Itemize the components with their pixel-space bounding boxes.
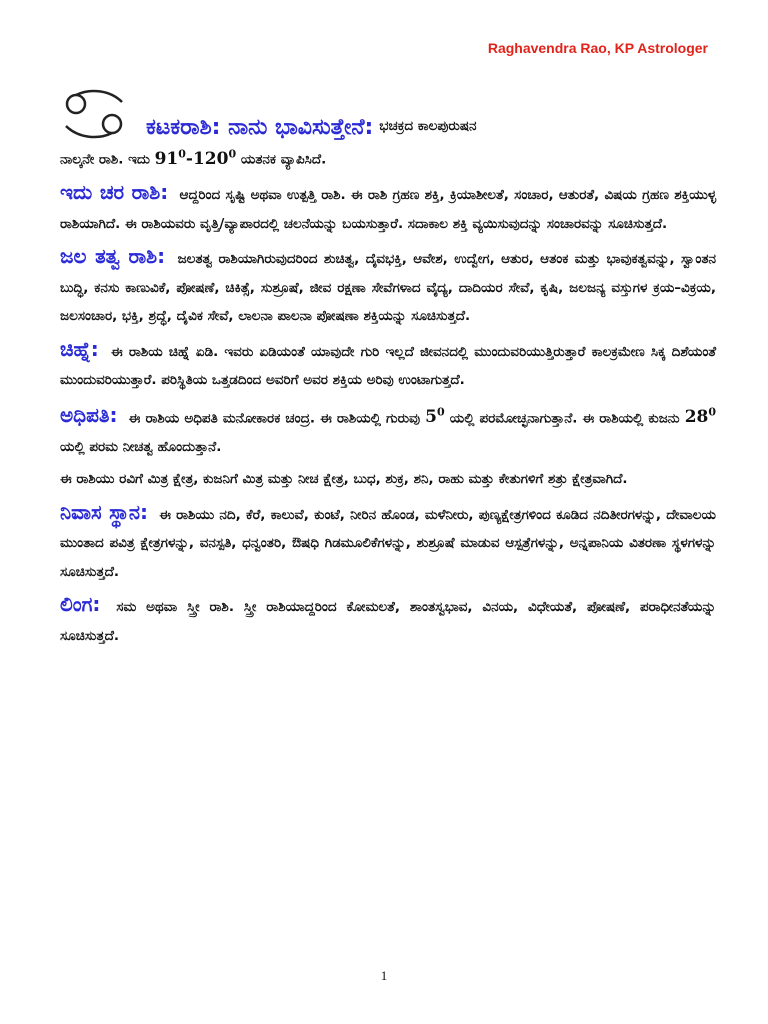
intro-text-2: ನಾಲ್ಕನೇ ರಾಶಿ. ಇದು — [60, 151, 150, 168]
linga-section — [60, 590, 716, 650]
nivasa-heading: ನಿವಾಸ ಸ್ಥಾನ: — [60, 499, 148, 524]
adhipati-text-1: ಈ ರಾಶಿಯ ಅಧಿಪತಿ ಮನೋಕಾರಕ ಚಂದ್ರ. ಈ ರಾಶಿಯಲ್ಲಿ ಗುರುವು — [128, 410, 421, 427]
chihne-section — [60, 335, 716, 395]
chihne-heading: ಚಿಹ್ನೆ: — [60, 336, 99, 361]
chara-text: ಆದ್ದರಿಂದ ಸೃಷ್ಟಿ ಅಥವಾ ಉತ್ಪತ್ತಿ ರಾಶಿ. ಈ ರಾಶಿ ಗ್ರಹಣ ಶಕ್ತಿ, ಕ್ರಿಯಾಶೀಲತೆ, ಸಂಚಾರ, ಆತುರತೆ, ವಿಷಯ ಗ್ರಹಣ ಶಕ್ತಿಯುಳ್ಳ ರಾಶಿಯಾಗಿದೆ. ಈ ರಾಶಿಯವರು ವೃತ್ತಿ/ವ್ಯಾಪಾರದಲ್ಲಿ ಚಲನೆಯನ್ನು ಬಯಸುತ್ತಾರೆ. ಸದಾಕಾಲ ಶಕ್ತಿ ವ್ಯಯಿಸುವುದನ್ನು ಸಂಚಾರವನ್ನು ಸೂಚಿಸುತ್ತದೆ. — [60, 187, 716, 232]
degree-kuja: $28^0$ — [684, 405, 717, 428]
intro-title-row — [60, 88, 716, 140]
cancer-sign-icon — [60, 88, 128, 140]
intro-heading: ಕಟಕರಾಶಿ: ನಾನು ಭಾವಿಸುತ್ತೇನೆ: — [146, 115, 374, 140]
degree-range: $91^0-120^0$ — [154, 147, 237, 169]
degree-guru: $5^0$ — [425, 405, 445, 428]
adhipati-heading: ಅಧಿಪತಿ: — [60, 403, 118, 428]
linga-heading: ಲಿಂಗ: — [60, 592, 101, 617]
nivasa-text: ಈ ರಾಶಿಯು ನದಿ, ಕೆರೆ, ಕಾಲುವೆ, ಕುಂಟೆ, ನೀರಿನ ಹೊಂಡ, ಮಳೆನೀರು, ಪುಣ್ಯಕ್ಷೇತ್ರಗಳಿಂದ ಕೂಡಿದ ನದಿತೀರಗಳನ್ನು, ದೇವಾಲಯ ಮುಂತಾದ ಪವಿತ್ರ ಕ್ಷೇತ್ರಗಳನ್ನು, ವನಸ್ಪತಿ, ಧನ್ವಂತರಿ, ಔಷಧಿ ಗಿಡಮೂಲಿಕೆಗಳನ್ನು, ಶುಶ್ರೂಷೆ ಮಾಡುವ ಆಸ್ಪತ್ರೆಗಳನ್ನು, ಅನ್ನಪಾನಿಯ ವಿತರಣಾ ಸ್ಥಳಗಳನ್ನು ಸೂಚಿಸುತ್ತದೆ. — [60, 506, 717, 580]
adhipati-text-2: ಯಲ್ಲಿ ಪರಮೋಚ್ಛನಾಗುತ್ತಾನೆ. ಈ ರಾಶಿಯಲ್ಲಿ ಕುಜನು — [449, 410, 680, 427]
chara-heading: ಇದು ಚರ ರಾಶಿ: — [60, 180, 169, 205]
author-header: Raghavendra Rao, KP Astrologer — [487, 40, 708, 56]
chihne-text: ಈ ರಾಶಿಯ ಚಿಹ್ನೆ ಏಡಿ. ಇವರು ಏಡಿಯಂತೆ ಯಾವುದೇ ಗುರಿ ಇಲ್ಲದೆ ಜೀವನದಲ್ಲಿ ಮುಂದುವರಿಯುತ್ತಿರುತ್ತಾರೆ ಕಾಲಕ್ರಮೇಣ ಸಿಕ್ಕ ದಿಶೆಯಂತೆ ಮುಂದುವರಿಯುತ್ತಾರೆ. ಪರಿಸ್ಥಿತಿಯ ಒತ್ತಡದಿಂದ ಅವರಿಗೆ ಅವರ ಶಕ್ತಿಯ ಅರಿವು ಉಂಟಾಗುತ್ತದೆ. — [60, 343, 716, 389]
intro-paragraph — [60, 140, 716, 174]
adhipati-section — [60, 399, 716, 462]
document-body — [60, 88, 716, 654]
adhipati-text-3: ಯಲ್ಲಿ ಪರಮ ನೀಚತ್ವ ಹೊಂದುತ್ತಾನೆ. — [60, 438, 222, 455]
intro-text-3: ಯತನಕ ವ್ಯಾಪಿಸಿದೆ. — [240, 151, 327, 168]
mitra-text: ಈ ರಾಶಿಯು ರವಿಗೆ ಮಿತ್ರ ಕ್ಷೇತ್ರ, ಕುಜನಿಗೆ ಮಿತ್ರ ಮತ್ತು ನೀಚ ಕ್ಷೇತ್ರ, ಬುಧ, ಶುಕ್ರ, ಶನಿ, ರಾಹು ಮತ್ತು ಕೇತುಗಳಿಗೆ ಶತ್ರು ಕ್ಷೇತ್ರವಾಗಿದೆ. — [60, 471, 628, 488]
jala-text: ಜಲತತ್ವ ರಾಶಿಯಾಗಿರುವುದರಿಂದ ಶುಚಿತ್ವ, ದೈವಭಕ್ತಿ, ಆವೇಶ, ಉದ್ವೇಗ, ಆತುರ, ಆತಂಕ ಮತ್ತು ಭಾವುಕತ್ವವನ್ನು, ಸ್ವಾಂತನ ಬುದ್ಧಿ, ಕನಸು ಕಾಣುವಿಕೆ, ಪೋಷಣೆ, ಚಿಕಿತ್ಸೆ, ಸುಶ್ರೂಷೆ, ಜೀವ ರಕ್ಷಣಾ ಸೇವೆಗಳಾದ ವೈದ್ಯ, ದಾದಿಯರ ಸೇವೆ, ಕೃಷಿ, ಜಲಜನ್ಯ ವಸ್ತುಗಳ ಕ್ರಯ–ವಿಕ್ರಯ, ಜಲಸಂಚಾರ, ಭಕ್ತಿ, ಶ್ರದ್ಧೆ, ದೈವಿಕ ಸೇವೆ, ಲಾಲನಾ ಪಾಲನಾ ಪೋಷಣಾ ಶಕ್ತಿಯನ್ನು ಸೂಚಿಸುತ್ತದೆ. — [60, 251, 717, 325]
chara-section — [60, 178, 716, 238]
intro-text-1: ಭಚಕ್ರದ ಕಾಲಪುರುಷನ — [379, 117, 477, 134]
mitra-section — [60, 465, 716, 494]
page-number: 1 — [380, 968, 388, 983]
jala-section — [60, 242, 716, 331]
nivasa-section — [60, 498, 716, 587]
linga-text: ಸಮ ಅಥವಾ ಸ್ತ್ರೀ ರಾಶಿ. ಸ್ತ್ರೀ ರಾಶಿಯಾದ್ದರಿಂದ ಕೋಮಲತೆ, ಶಾಂತಸ್ವಭಾವ, ವಿನಯ, ವಿಧೇಯತೆ, ಪೋಷಣೆ, ಪರಾಧೀನತೆಯನ್ನು ಸೂಚಿಸುತ್ತದೆ. — [60, 599, 716, 644]
jala-heading: ಜಲ ತತ್ವ ರಾಶಿ: — [60, 244, 166, 269]
